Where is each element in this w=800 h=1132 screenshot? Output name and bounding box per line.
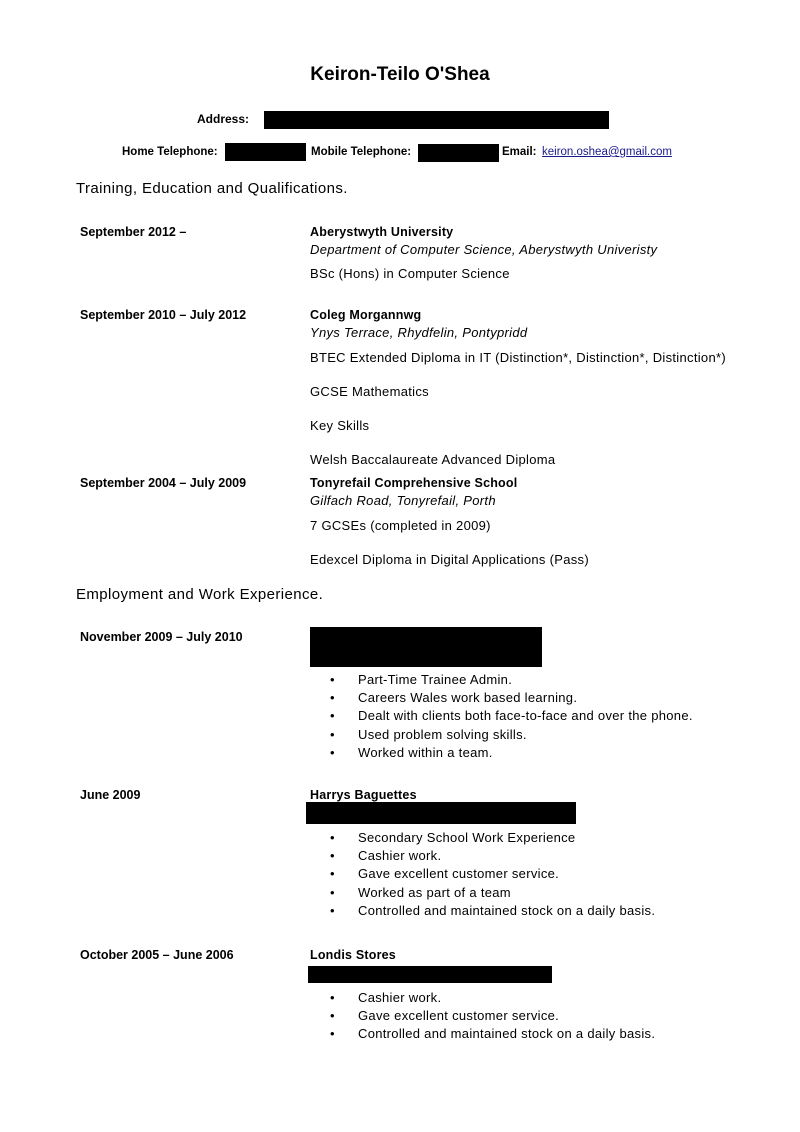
employment-bullet-list bbox=[330, 829, 655, 920]
email-link[interactable]: keiron.oshea@gmail.com bbox=[542, 146, 672, 158]
bullet-icon: • bbox=[330, 866, 335, 882]
education-qualification: 7 GCSEs (completed in 2009) bbox=[310, 518, 491, 533]
list-item: • Cashier work. bbox=[330, 989, 655, 1007]
employer-address-redaction bbox=[308, 966, 552, 983]
employer-redaction bbox=[310, 627, 542, 667]
bullet-icon: • bbox=[330, 848, 335, 864]
list-item: • Careers Wales work based learning. bbox=[330, 689, 693, 707]
list-item: • Controlled and maintained stock on a daily basis. bbox=[330, 902, 655, 920]
education-heading: Training, Education and Qualifications. bbox=[76, 180, 348, 197]
list-item: • Controlled and maintained stock on a daily basis. bbox=[330, 1025, 655, 1043]
bullet-icon: • bbox=[330, 744, 335, 760]
employment-heading: Employment and Work Experience. bbox=[76, 586, 324, 603]
employment-date: November 2009 – July 2010 bbox=[80, 630, 243, 644]
employment-date: June 2009 bbox=[80, 788, 141, 802]
list-item: • Worked as part of a team bbox=[330, 884, 655, 902]
education-location: Ynys Terrace, Rhydfelin, Pontypridd bbox=[310, 325, 528, 340]
email-label: Email: bbox=[502, 146, 537, 158]
employer-name: Londis Stores bbox=[310, 948, 396, 962]
education-institution: Coleg Morgannwg bbox=[310, 308, 422, 322]
list-item: • Gave excellent customer service. bbox=[330, 865, 655, 883]
list-item: • Cashier work. bbox=[330, 847, 655, 865]
mobile-telephone-redaction bbox=[418, 144, 499, 162]
education-qualification: Edexcel Diploma in Digital Applications (Pass) bbox=[310, 552, 589, 567]
education-qualification: BTEC Extended Diploma in IT (Distinction*, Distinction*, Distinction*) bbox=[310, 350, 726, 365]
education-institution: Tonyrefail Comprehensive School bbox=[310, 476, 518, 490]
education-qualification: BSc (Hons) in Computer Science bbox=[310, 266, 510, 281]
list-item: • Dealt with clients both face-to-face and over the phone. bbox=[330, 707, 693, 725]
list-item: • Part-Time Trainee Admin. bbox=[330, 671, 693, 689]
employment-bullet-list bbox=[330, 671, 693, 762]
bullet-icon: • bbox=[330, 1026, 335, 1042]
employer-address-redaction bbox=[306, 802, 576, 824]
home-telephone-redaction bbox=[225, 143, 306, 161]
bullet-icon: • bbox=[330, 672, 335, 687]
address-redaction bbox=[264, 111, 609, 129]
education-date: September 2004 – July 2009 bbox=[80, 476, 247, 490]
bullet-icon: • bbox=[330, 884, 335, 900]
list-item: • Used problem solving skills. bbox=[330, 726, 693, 744]
education-location: Department of Computer Science, Aberystwyth Univeristy bbox=[310, 242, 658, 257]
bullet-icon: • bbox=[330, 1008, 335, 1024]
education-date: September 2012 – bbox=[80, 225, 187, 239]
bullet-icon: • bbox=[330, 990, 335, 1005]
list-item: • Gave excellent customer service. bbox=[330, 1007, 655, 1025]
mobile-telephone-label: Mobile Telephone: bbox=[311, 146, 412, 158]
bullet-icon: • bbox=[330, 830, 335, 845]
bullet-icon: • bbox=[330, 726, 335, 742]
home-telephone-label: Home Telephone: bbox=[122, 146, 218, 158]
education-location: Gilfach Road, Tonyrefail, Porth bbox=[310, 493, 496, 508]
education-institution: Aberystwyth University bbox=[310, 225, 454, 239]
address-label: Address: bbox=[197, 112, 250, 126]
list-item: • Worked within a team. bbox=[330, 744, 693, 762]
education-date: September 2010 – July 2012 bbox=[80, 308, 247, 322]
employment-bullet-list bbox=[330, 989, 655, 1044]
list-item: • Secondary School Work Experience bbox=[330, 829, 655, 847]
bullet-icon: • bbox=[330, 708, 335, 724]
cv-name: Keiron-Teilo O'Shea bbox=[310, 64, 490, 85]
education-qualification: Welsh Baccalaureate Advanced Diploma bbox=[310, 452, 556, 467]
employment-date: October 2005 – June 2006 bbox=[80, 948, 234, 962]
bullet-icon: • bbox=[330, 902, 335, 918]
employer-name: Harrys Baguettes bbox=[310, 788, 417, 802]
bullet-icon: • bbox=[330, 690, 335, 706]
education-qualification: Key Skills bbox=[310, 418, 370, 433]
education-qualification: GCSE Mathematics bbox=[310, 384, 429, 399]
